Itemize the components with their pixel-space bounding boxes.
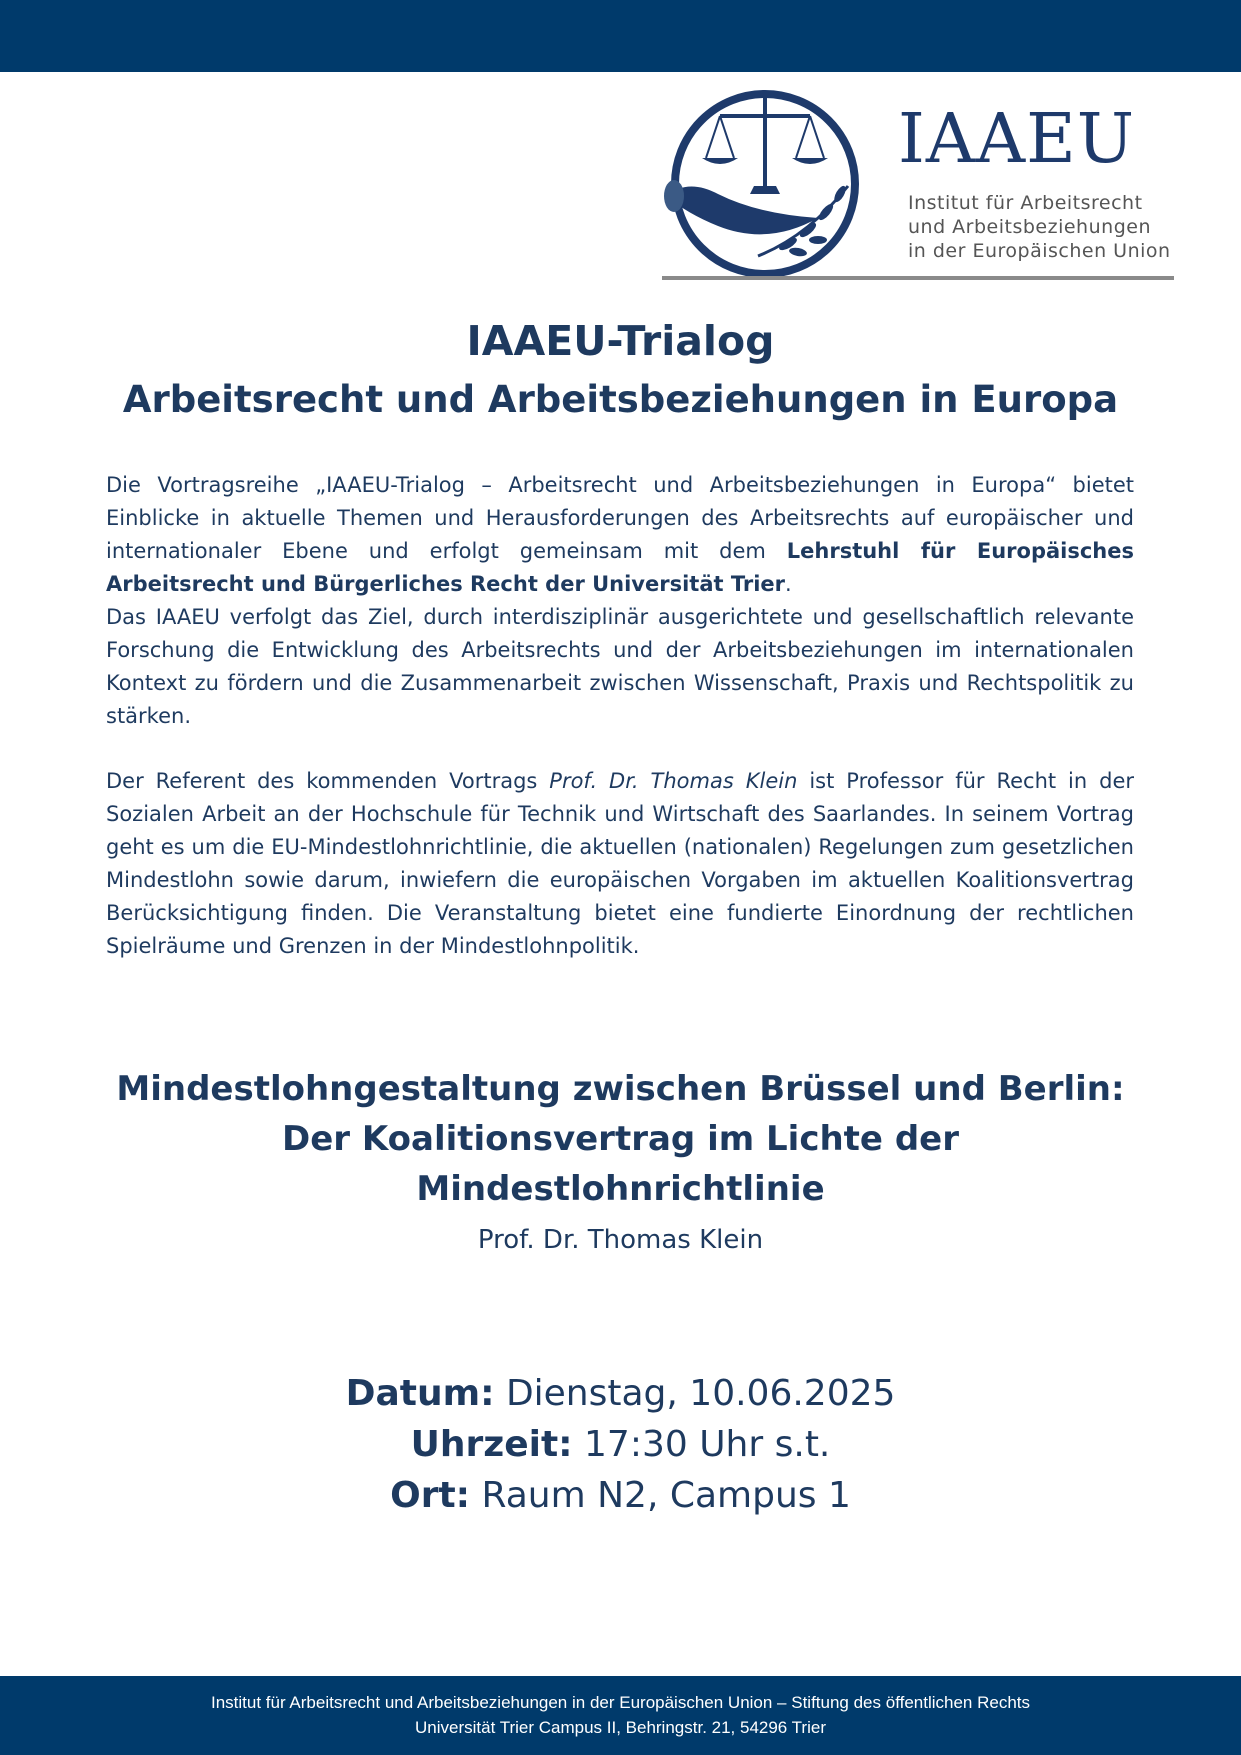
page-subtitle: Arbeitsrecht und Arbeitsbeziehungen in Europa (122, 378, 1119, 421)
chair-name: Lehrstuhl für Europäisches Arbeitsrecht und Bürgerliches Recht der Universität Trier (106, 539, 1134, 596)
top-banner (0, 0, 1241, 72)
page-title: IAAEU-Trialog (466, 317, 775, 365)
time-row: Uhrzeit: 17:30 Uhr s.t. (410, 1424, 831, 1465)
footer-line-address: Universität Trier Campus II, Behringstr. 21, 54296 Trier (414, 1718, 826, 1737)
talk-title: Mindestlohngestaltung zwischen Brüssel und Berlin: Der Koalitionsvertrag im Lichte der Mindestlohnrichtlinie (116, 1069, 1125, 1209)
place-row: Ort: Raum N2, Campus 1 (390, 1475, 851, 1516)
logo-acronym: IAAEU (898, 100, 1136, 179)
logo-underline (662, 276, 1174, 280)
footer (0, 1676, 1241, 1755)
intro-paragraph: Die Vortragsreihe „IAAEU-Trialog – Arbeitsrecht und Arbeitsbeziehungen in Europa“ bietet Einblicke in aktuelle Themen und Herausforderungen des Arbeitsrechts auf europäischer und internationaler Ebene und erfolgt gemeinsam mit dem Lehrstuhl für Europäisches Arbeitsrecht und Bürgerliches Recht der Universität Trier. Das IAAEU verfolgt das Ziel, durch interdisziplinär ausgerichtete und gesellschaftlich relevante Forschung die Entwicklung des Arbeitsrechts und der Arbeitsbeziehungen im internationalen Kontext zu fördern und die Zusammenarbeit zwischen Wissenschaft, Praxis und Rechtspolitik zu stärken. (106, 473, 1134, 728)
event-details (0, 1368, 1241, 1521)
speaker-paragraph: Der Referent des kommenden Vortrags Prof. Dr. Thomas Klein ist Professor für Recht in der Sozialen Arbeit an der Hochschule für Technik und Wirtschaft des Saarlandes. In seinem Vortrag geht es um die EU-Mindestlohnrichtlinie, die aktuellen (nationalen) Regelungen zum gesetzlichen Mindestlohn sowie darum, inwiefern die europäischen Vorgaben im aktuellen Koalitionsvertrag Berücksichtigung finden. Die Veranstaltung bietet eine fundierte Einordnung der rechtlichen Spielräume und Grenzen in der Mindestlohnpolitik. (106, 769, 1135, 958)
iaaeu-logo (658, 86, 1175, 284)
footer-line-institute: Institut für Arbeitsrecht und Arbeitsbeziehungen in der Europäischen Union – Stiftung des öffentlichen Rechts (210, 1693, 1031, 1712)
logo-subtitle: Institut für Arbeitsrecht und Arbeitsbeziehungen in der Europäischen Union (908, 192, 1171, 262)
speaker-name-inline: Prof. Dr. Thomas Klein (549, 769, 798, 793)
talk-speaker: Prof. Dr. Thomas Klein (477, 1225, 764, 1255)
date-row: Datum: Dienstag, 10.06.2025 (345, 1373, 896, 1414)
scales-horn-emblem-icon (658, 86, 873, 286)
